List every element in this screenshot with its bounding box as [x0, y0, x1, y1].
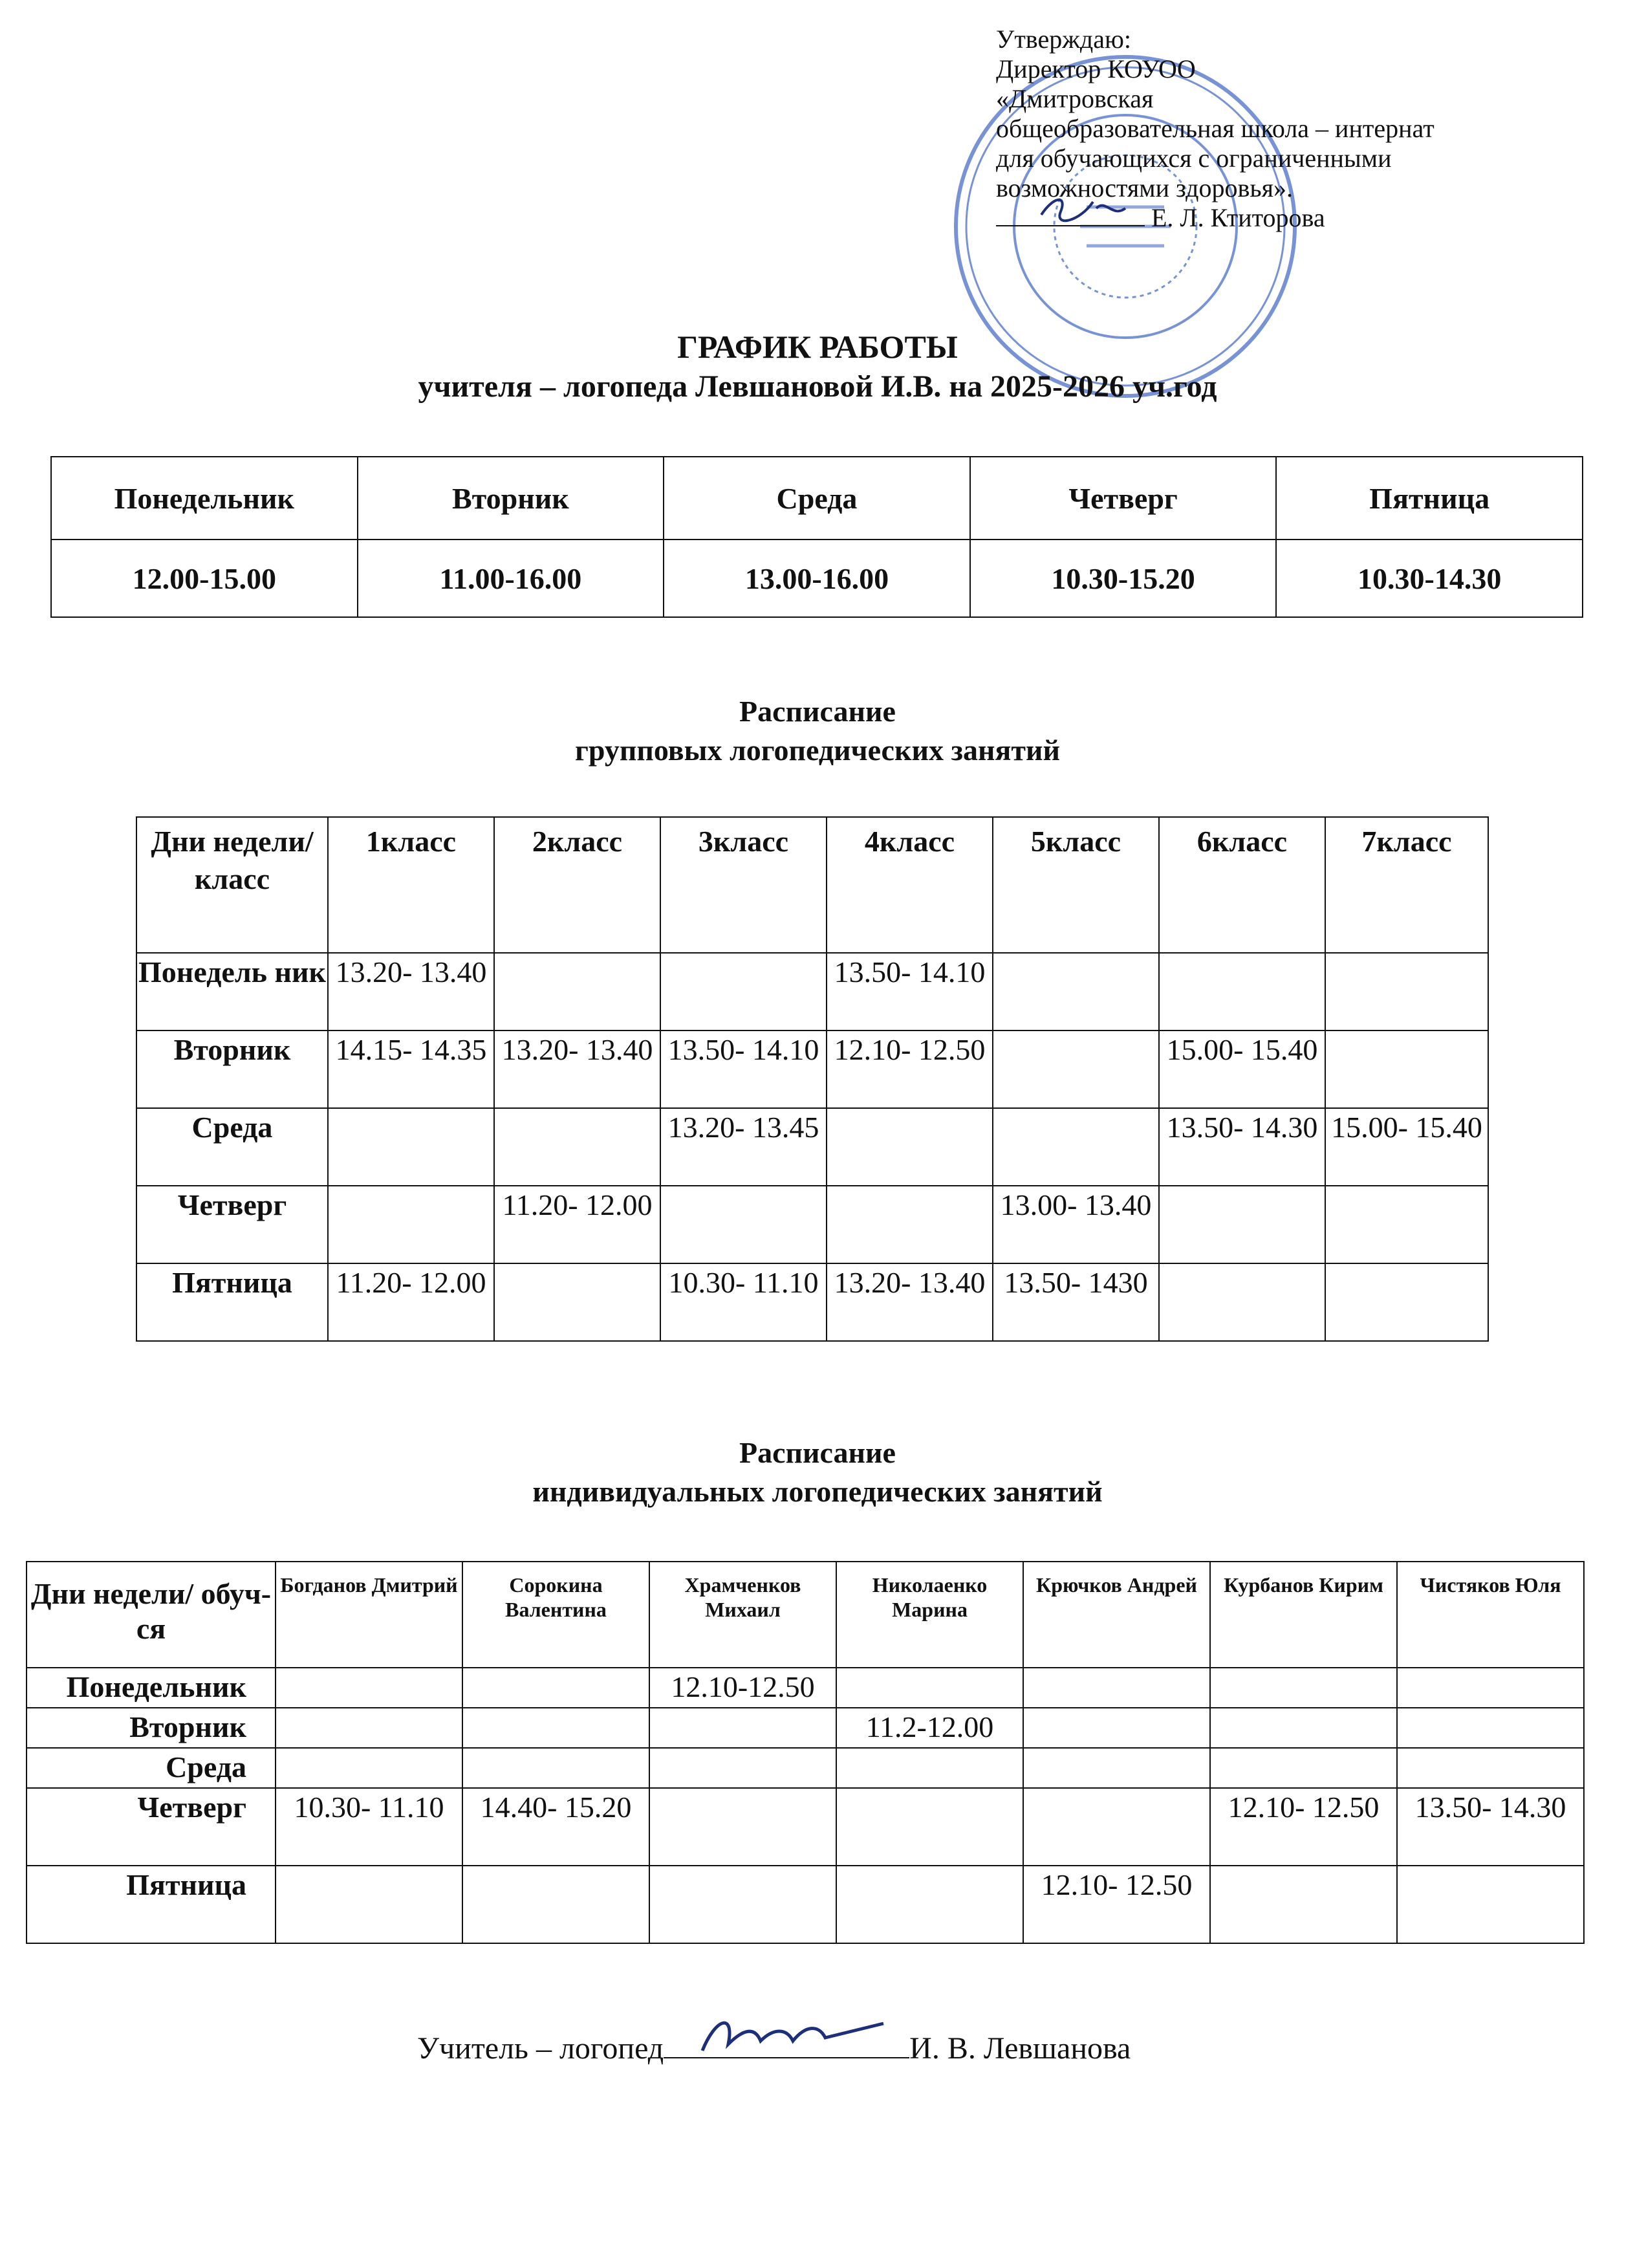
table-row [27, 1788, 1584, 1866]
table-cell: 11.2-12.00 [836, 1708, 1023, 1748]
table-cell [836, 1788, 1023, 1866]
table-header-cell: Вторник [358, 457, 664, 540]
table-cell: Понедель ник [136, 953, 328, 1030]
table-cell [1159, 1263, 1325, 1341]
table-cell: Понедельник [27, 1668, 276, 1708]
table-cell: Вторник [136, 1030, 328, 1108]
table-cell: 13.50- 14.30 [1397, 1788, 1584, 1866]
table-cell: 13.00- 13.40 [993, 1186, 1159, 1263]
table-cell [1325, 1030, 1488, 1108]
handwritten-signature-icon [689, 2005, 896, 2064]
table-cell [827, 1108, 993, 1186]
table-cell: 10.30-15.20 [970, 540, 1277, 617]
approval-line: Утверждаю: [996, 25, 1131, 54]
table-cell [276, 1668, 462, 1708]
table-header-cell: 3класс [660, 817, 827, 953]
table-cell [494, 1108, 660, 1186]
table-header-cell: 4класс [827, 817, 993, 953]
table-cell: 13.50- 14.30 [1159, 1108, 1325, 1186]
table-cell: 12.10- 12.50 [827, 1030, 993, 1108]
individual-schedule-table [26, 1561, 1585, 1944]
table-header-cell: Дни недели/ класс [136, 817, 328, 953]
table-cell [1397, 1866, 1584, 1943]
table-cell [649, 1788, 836, 1866]
table-row [27, 1708, 1584, 1748]
section-subtitle: групповых логопедических занятий [575, 734, 1060, 767]
table-cell [462, 1668, 649, 1708]
table-header-cell: Дни недели/ обуч-ся [27, 1562, 276, 1668]
table-cell: 13.20- 13.45 [660, 1108, 827, 1186]
table-cell: 13.20- 13.40 [328, 953, 494, 1030]
table-cell [1397, 1748, 1584, 1788]
table-row [136, 953, 1488, 1030]
table-cell [1023, 1668, 1210, 1708]
table-cell: 11.20- 12.00 [494, 1186, 660, 1263]
table-cell: Четверг [27, 1788, 276, 1866]
table-header-cell: Среда [664, 457, 970, 540]
table-header-row [27, 1562, 1584, 1668]
table-cell [494, 953, 660, 1030]
director-signature [996, 203, 1145, 226]
table-cell [1325, 1186, 1488, 1263]
table-cell [1210, 1668, 1397, 1708]
table-cell: 14.15- 14.35 [328, 1030, 494, 1108]
table-cell: Четверг [136, 1186, 328, 1263]
table-cell [1023, 1788, 1210, 1866]
table-cell [993, 953, 1159, 1030]
teacher-name: И. В. Левшанова [909, 2031, 1131, 2066]
page-subtitle: учителя – логопеда Левшановой И.В. на 2025-2026 уч.год [418, 369, 1217, 404]
table-row [27, 1668, 1584, 1708]
table-cell [660, 953, 827, 1030]
table-header-cell: Сорокина Валентина [462, 1562, 649, 1668]
table-row [27, 1866, 1584, 1943]
table-cell: 11.20- 12.00 [328, 1263, 494, 1341]
table-cell: 14.40- 15.20 [462, 1788, 649, 1866]
table-row [136, 1263, 1488, 1341]
approval-line: Директор КОУОО [996, 54, 1196, 83]
page-title: ГРАФИК РАБОТЫ [677, 329, 958, 365]
table-cell [649, 1708, 836, 1748]
table-cell [836, 1866, 1023, 1943]
table-header-cell: 6класс [1159, 817, 1325, 953]
table-cell: 12.00-15.00 [51, 540, 358, 617]
table-cell: 15.00- 15.40 [1325, 1108, 1488, 1186]
table-cell: 12.10- 12.50 [1210, 1788, 1397, 1866]
table-cell [993, 1108, 1159, 1186]
table-row [136, 1186, 1488, 1263]
handwritten-signature-icon [1035, 189, 1184, 228]
table-cell [276, 1708, 462, 1748]
table-cell [1210, 1708, 1397, 1748]
table-cell: Пятница [136, 1263, 328, 1341]
table-cell: 13.50- 1430 [993, 1263, 1159, 1341]
table-cell [328, 1108, 494, 1186]
approval-block [996, 25, 1552, 233]
table-cell [462, 1708, 649, 1748]
table-header-cell: Курбанов Кирим [1210, 1562, 1397, 1668]
table-header-cell: Пятница [1276, 457, 1583, 540]
table-cell: 13.50- 14.10 [660, 1030, 827, 1108]
table-header-row [51, 457, 1583, 540]
section-title: Расписание [739, 1436, 896, 1469]
table-cell [494, 1263, 660, 1341]
table-cell [276, 1748, 462, 1788]
table-cell [1325, 953, 1488, 1030]
table-cell [276, 1866, 462, 1943]
table-cell [1210, 1866, 1397, 1943]
table-cell [649, 1748, 836, 1788]
table-cell [1023, 1708, 1210, 1748]
table-header-cell: Николаенко Марина [836, 1562, 1023, 1668]
table-cell [1397, 1668, 1584, 1708]
work-schedule-table [50, 456, 1583, 618]
table-cell [836, 1748, 1023, 1788]
table-cell: 13.50- 14.10 [827, 953, 993, 1030]
table-cell [1023, 1748, 1210, 1788]
table-header-cell: Четверг [970, 457, 1277, 540]
director-name: Е. Л. Ктиторова [1151, 203, 1325, 232]
table-cell: Среда [27, 1748, 276, 1788]
table-cell [462, 1748, 649, 1788]
teacher-signature-line [417, 2025, 1131, 2068]
director-signature-line [996, 203, 1552, 233]
table-cell: 10.30-14.30 [1276, 540, 1583, 617]
table-row [27, 1748, 1584, 1788]
teacher-role: Учитель – логопед [417, 2031, 664, 2066]
approval-line: для обучающихся с ограниченными [996, 144, 1392, 173]
table-cell [1210, 1748, 1397, 1788]
table-cell: Вторник [27, 1708, 276, 1748]
group-schedule-table [136, 816, 1489, 1342]
table-header-cell: 2класс [494, 817, 660, 953]
table-cell [993, 1030, 1159, 1108]
table-cell: 11.00-16.00 [358, 540, 664, 617]
table-cell [660, 1186, 827, 1263]
table-header-cell: Понедельник [51, 457, 358, 540]
table-cell: 10.30- 11.10 [660, 1263, 827, 1341]
approval-line: «Дмитровская [996, 84, 1154, 113]
section-title: Расписание [739, 695, 896, 728]
table-cell: 10.30- 11.10 [276, 1788, 462, 1866]
table-cell: 15.00- 15.40 [1159, 1030, 1325, 1108]
table-cell [1159, 1186, 1325, 1263]
table-cell: 13.20- 13.40 [827, 1263, 993, 1341]
table-cell [836, 1668, 1023, 1708]
table-cell: 13.00-16.00 [664, 540, 970, 617]
table-header-cell: 1класс [328, 817, 494, 953]
table-cell [827, 1186, 993, 1263]
table-cell: Среда [136, 1108, 328, 1186]
table-header-cell: Богданов Дмитрий [276, 1562, 462, 1668]
table-cell [649, 1866, 836, 1943]
table-cell [1159, 953, 1325, 1030]
table-cell [1397, 1708, 1584, 1748]
table-row [51, 540, 1583, 617]
table-cell: 13.20- 13.40 [494, 1030, 660, 1108]
table-header-cell: 7класс [1325, 817, 1488, 953]
table-cell [1325, 1263, 1488, 1341]
approval-line: возможностями здоровья». [996, 173, 1293, 202]
table-header-cell: Крючков Андрей [1023, 1562, 1210, 1668]
table-header-cell: 5класс [993, 817, 1159, 953]
table-row [136, 1030, 1488, 1108]
table-header-row [136, 817, 1488, 953]
table-cell: 12.10-12.50 [649, 1668, 836, 1708]
table-cell: 12.10- 12.50 [1023, 1866, 1210, 1943]
table-cell [462, 1866, 649, 1943]
table-cell: Пятница [27, 1866, 276, 1943]
table-header-cell: Храмченков Михаил [649, 1562, 836, 1668]
teacher-signature [664, 2025, 909, 2058]
table-row [136, 1108, 1488, 1186]
section-subtitle: индивидуальных логопедических занятий [532, 1475, 1103, 1508]
approval-line: общеобразовательная школа – интернат [996, 114, 1435, 143]
table-header-cell: Чистяков Юля [1397, 1562, 1584, 1668]
table-cell [328, 1186, 494, 1263]
